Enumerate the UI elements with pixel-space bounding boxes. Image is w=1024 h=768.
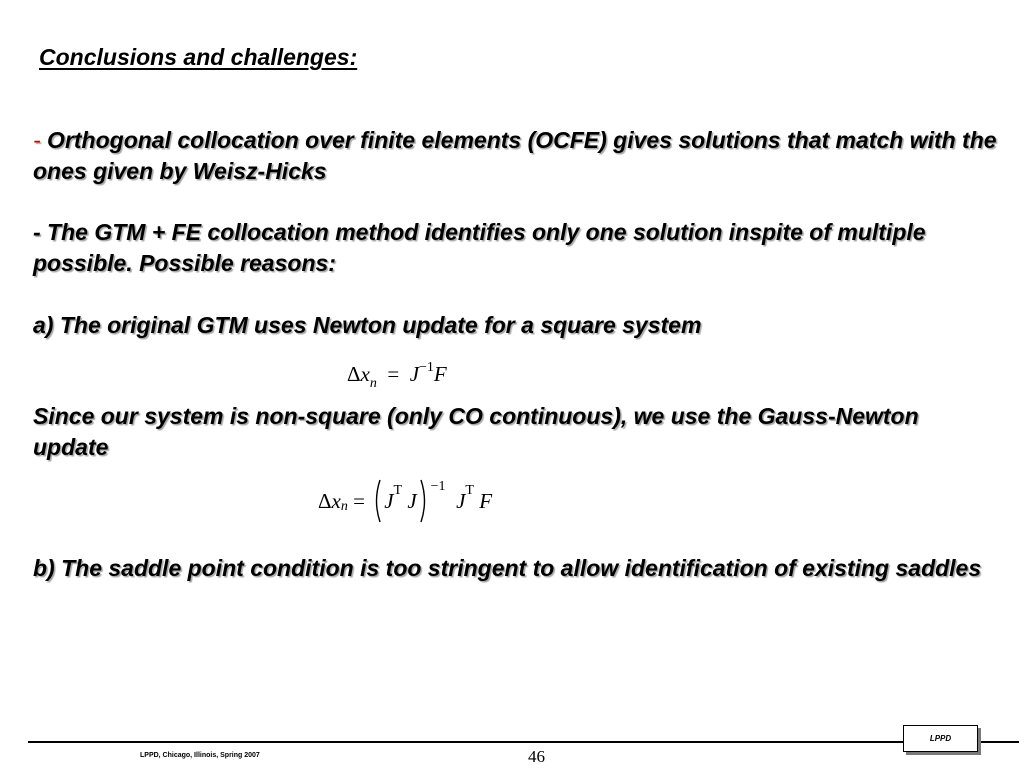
var-j: J — [384, 488, 394, 513]
left-paren — [370, 478, 384, 524]
conclusion-ocfe — [33, 125, 998, 187]
equals-sign: = — [387, 362, 400, 386]
superscript-t: T — [393, 483, 403, 498]
footer-caption: LPPD, Chicago, Illinois, Spring 2007 — [140, 752, 260, 759]
gauss-newton-equation — [318, 475, 492, 527]
var-f: F — [479, 488, 493, 513]
footer-divider — [28, 741, 1019, 743]
bullet-dash: - — [33, 127, 41, 153]
lppd-logo — [903, 725, 978, 752]
var-j: J — [409, 362, 420, 386]
slide-title: Conclusions and challenges: — [39, 44, 358, 70]
right-paren — [417, 478, 431, 524]
conclusion-gtm: - The GTM + FE collocation method identifies only one solution inspite of multiple possible. Possible reasons: — [33, 219, 926, 276]
conclusion-ocfe-text: Orthogonal collocation over finite elements (OCFE) gives solutions that match with the ones given by Weisz-Hicks — [33, 127, 997, 184]
superscript-inverse: −1 — [419, 360, 434, 375]
equals-sign: = — [353, 488, 365, 513]
newton-update-equation — [347, 360, 447, 391]
reason-a: a) The original GTM uses Newton update for a square system — [33, 312, 702, 338]
var-j: J — [456, 488, 466, 513]
non-square-note: Since our system is non-square (only CO continuous), we use the Gauss-Newton update — [33, 403, 919, 460]
var-x: x — [360, 362, 370, 386]
subscript-n: n — [369, 376, 377, 391]
var-x: x — [331, 488, 341, 513]
var-j: J — [407, 488, 417, 513]
delta-symbol: Δ — [347, 362, 361, 386]
lppd-logo-text: LPPD — [929, 734, 952, 743]
page-number: 46 — [528, 747, 545, 766]
delta-symbol: Δ — [318, 488, 332, 513]
reason-b: b) The saddle point condition is too stringent to allow identification of existing saddles — [33, 555, 982, 581]
var-f: F — [433, 362, 447, 386]
superscript-inverse: −1 — [430, 479, 446, 494]
subscript-n: n — [340, 499, 348, 514]
superscript-t: T — [465, 483, 474, 498]
